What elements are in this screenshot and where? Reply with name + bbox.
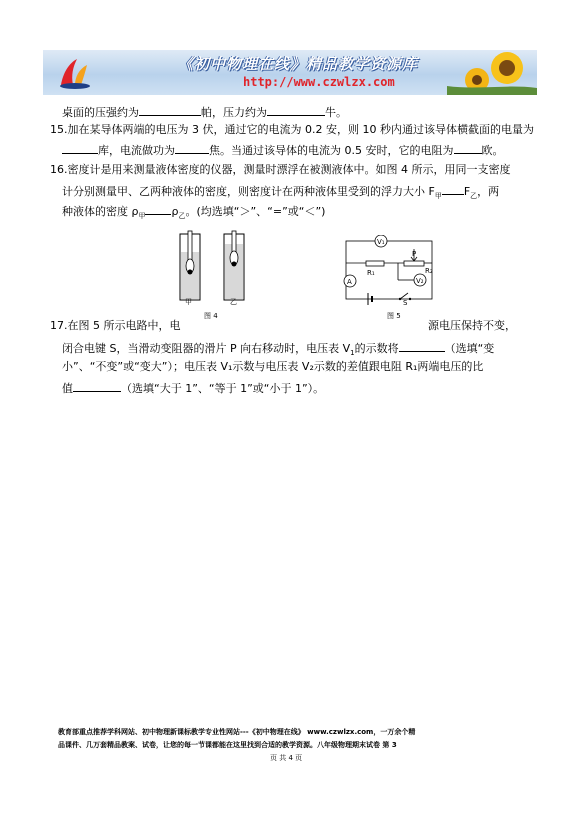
circuit-switch-label: S xyxy=(403,299,408,307)
footer-page-number: 页 共 4 页 xyxy=(270,754,303,762)
question-17-line-1: 17.在图 5 所示电路中，电 源电压保持不变， xyxy=(50,319,516,332)
answer-blank[interactable] xyxy=(454,142,482,154)
header-banner xyxy=(43,50,537,95)
circuit-v2-label: V₂ xyxy=(416,277,424,285)
answer-blank[interactable] xyxy=(267,104,325,116)
figure-4-hydrometers xyxy=(172,228,252,308)
answer-blank[interactable] xyxy=(73,380,121,392)
question-17-line-3: 小”、“不变”或“变大”）；电压表 V₁示数与电压表 V₂示数的差值跟电阻 R₁两端电压的比 xyxy=(62,360,484,373)
banner-title: 《初中物理在线》精品教学资源库 xyxy=(178,55,419,73)
answer-blank[interactable] xyxy=(62,142,98,154)
figure-4-caption: 图 4 xyxy=(204,312,218,320)
question-17-line-4: 值 （选填“大于 1”、“等于 1”或“小于 1”）。 xyxy=(62,382,325,395)
question-16-line-2: 计分别测量甲、乙两种液体的密度，则密度计在两种液体里受到的浮力大小 $F_甲$ $F_乙$，两 xyxy=(62,185,500,201)
question-16-line-1: 16.密度计是用来测量液体密度的仪器，测量时漂浮在被测液体中。如图 4 所示，用同一支密度 xyxy=(50,163,511,176)
answer-blank[interactable] xyxy=(145,203,171,215)
circuit-r1-label: R₁ xyxy=(367,269,375,277)
question-15-line-1: 15.加在某导体两端的电压为 3 伏，通过它的电流为 0.2 安，则 10 秒内通过该导体横截面的电量为 xyxy=(50,123,534,136)
site-logo-icon xyxy=(57,55,93,91)
answer-blank[interactable] xyxy=(139,104,201,116)
circuit-slider-label: P xyxy=(412,250,417,258)
circuit-r2-label: R₂ xyxy=(425,267,433,275)
circuit-ammeter-label: A xyxy=(347,278,352,286)
figure-5-circuit xyxy=(338,235,438,307)
circuit-v1-label: V₁ xyxy=(377,238,385,246)
figure-5-caption: 图 5 xyxy=(387,312,401,320)
footer-line-2: 品课件、几万套精品教案、试卷，让您的每一节课都能在这里找到合适的教学资源。八年级物理期末试卷 第 3 xyxy=(58,741,397,749)
answer-blank[interactable] xyxy=(175,142,209,154)
sunflower-icon xyxy=(447,50,537,95)
question-14-tail: 桌面的压强约为 帕，压力约为 牛。 xyxy=(62,106,347,119)
answer-blank[interactable] xyxy=(399,340,445,352)
figure-4-label-a: 甲 xyxy=(185,298,192,306)
question-16-line-3: 种液体的密度 $\rho_甲$ $\rho_乙$。(均选填“＞”、“=”或“＜”) xyxy=(62,205,326,221)
question-17-line-2: 闭合电键 S，当滑动变阻器的滑片 P 向右移动时，电压表 $V_1$的示数将 （选填“变 xyxy=(62,342,495,358)
figure-4-label-b: 乙 xyxy=(230,298,237,306)
banner-url: http://www.czwlzx.com xyxy=(243,75,395,89)
question-15-line-2: 库，电流做功为 焦。当通过该导体的电流为 0.5 安时，它的电阻为 欧。 xyxy=(62,142,504,158)
footer-line-1: 教育部重点推荐学科网站、初中物理新课标教学专业性网站---《初中物理在线》 www.czwlzx.com，一万余个精 xyxy=(58,728,416,736)
answer-blank[interactable] xyxy=(442,183,464,195)
